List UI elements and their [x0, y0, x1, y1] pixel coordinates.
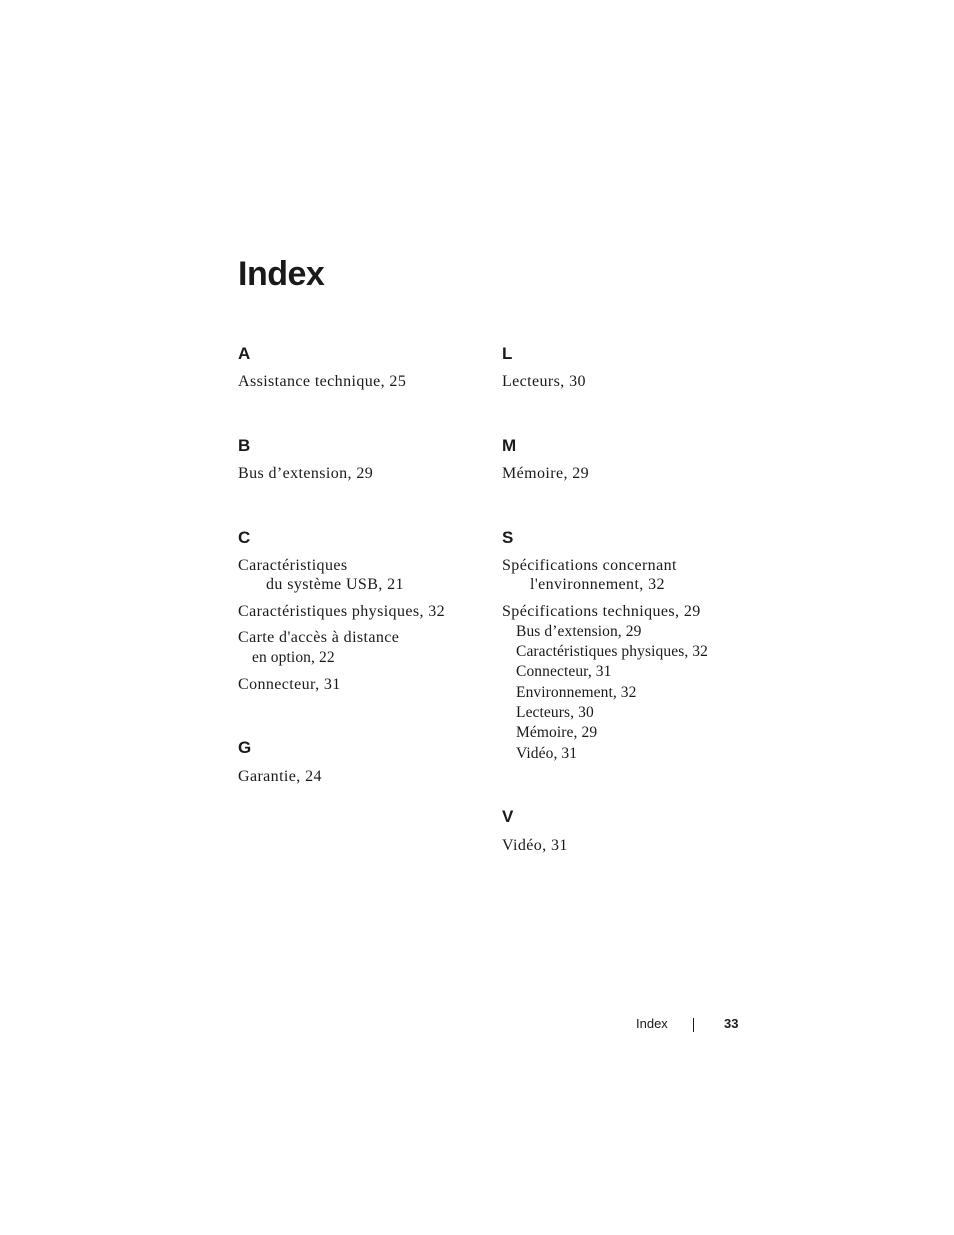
- section-letter-l: L: [502, 344, 513, 363]
- index-subentry: Caractéristiques physiques, 32: [516, 643, 708, 660]
- index-entry-continuation: du système USB, 21: [266, 576, 404, 593]
- footer-section-label: Index: [636, 1016, 668, 1031]
- index-entry: Caractéristiques: [238, 557, 348, 574]
- index-entry: Caractéristiques physiques, 32: [238, 603, 446, 620]
- section-letter-g: G: [238, 738, 252, 757]
- index-entry: Bus d’extension, 29: [238, 465, 374, 482]
- index-entry: Assistance technique, 25: [238, 373, 407, 390]
- section-letter-a: A: [238, 344, 251, 363]
- section-letter-c: C: [238, 528, 251, 547]
- index-subentry: Mémoire, 29: [516, 724, 598, 741]
- index-entry: Carte d'accès à distance: [238, 629, 400, 646]
- section-letter-s: S: [502, 528, 514, 547]
- index-entry: Mémoire, 29: [502, 465, 590, 482]
- section-letter-v: V: [502, 807, 514, 826]
- index-entry: Garantie, 24: [238, 768, 322, 785]
- footer-separator: [693, 1018, 694, 1032]
- index-entry-continuation: l'environnement, 32: [530, 576, 665, 593]
- page-number: 33: [724, 1016, 739, 1031]
- index-entry: Vidéo, 31: [502, 837, 568, 854]
- section-letter-b: B: [238, 436, 251, 455]
- index-subentry: Vidéo, 31: [516, 745, 578, 762]
- index-subentry: Environnement, 32: [516, 684, 637, 701]
- section-letter-m: M: [502, 436, 517, 455]
- index-entry: Connecteur, 31: [238, 676, 341, 693]
- index-entry-continuation: en option, 22: [252, 649, 335, 666]
- index-subentry: Lecteurs, 30: [516, 704, 594, 721]
- index-subentry: Bus d’extension, 29: [516, 623, 642, 640]
- index-subentry: Connecteur, 31: [516, 663, 612, 680]
- index-entry: Spécifications techniques, 29: [502, 603, 701, 620]
- index-entry: Spécifications concernant: [502, 557, 677, 574]
- page-title: Index: [238, 255, 325, 293]
- index-entry: Lecteurs, 30: [502, 373, 586, 390]
